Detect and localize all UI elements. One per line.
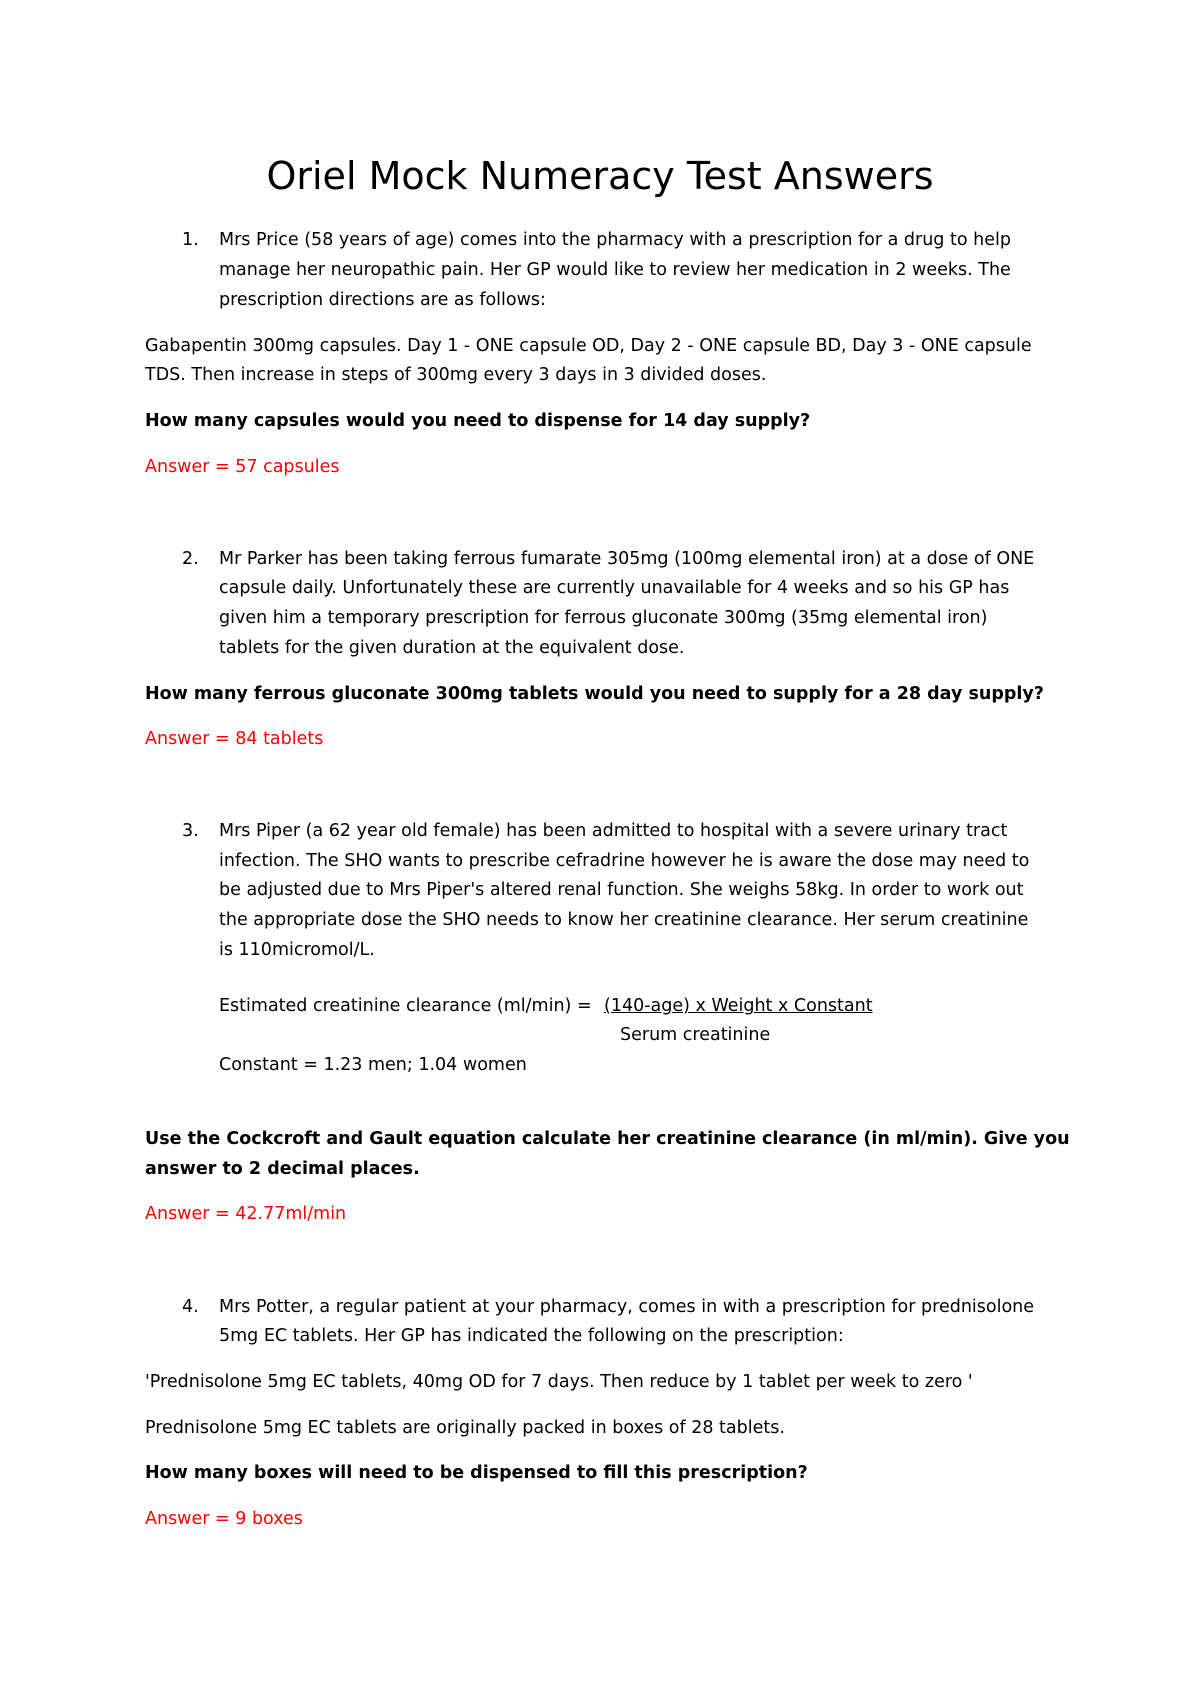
question-4-text-line-1: Mrs Potter, a regular patient at your pharmacy, comes in with a prescription for prednisolone (219, 1297, 1035, 1317)
formula-label: Estimated creatinine clearance (ml/min) = (219, 996, 592, 1016)
question-3-text-line-1: Mrs Piper (a 62 year old female) has been admitted to hospital with a severe urinary tract (219, 821, 1008, 841)
question-1-text-line-2: manage her neuropathic pain. Her GP would like to review her medication in 2 weeks. The (219, 260, 1011, 280)
page-title: Oriel Mock Numeracy Test Answers (266, 154, 934, 198)
question-3-text-line-3: be adjusted due to Mrs Piper's altered renal function. She weighs 58kg. In order to work out (219, 880, 1024, 900)
question-4-text-line-2: 5mg EC tablets. Her GP has indicated the following on the prescription: (219, 1326, 844, 1346)
formula-numerator: (140-age) x Weight x Constant (604, 996, 873, 1016)
question-2-text-line-3: given him a temporary prescription for ferrous gluconate 300mg (35mg elemental iron) (219, 608, 988, 628)
question-3-text-line-4: the appropriate dose the SHO needs to know her creatinine clearance. Her serum creatinine (219, 910, 1029, 930)
question-1-detail-line-1: Gabapentin 300mg capsules. Day 1 - ONE capsule OD, Day 2 - ONE capsule BD, Day 3 - ONE capsule (145, 336, 1032, 356)
question-2-text-line-2: capsule daily. Unfortunately these are currently unavailable for 4 weeks and so his GP has (219, 578, 1010, 598)
question-3-text-line-5: is 110micromol/L. (219, 940, 375, 960)
question-2-number: 2. (182, 549, 199, 569)
question-2-text-line-1: Mr Parker has been taking ferrous fumarate 305mg (100mg elemental iron) at a dose of ONE (219, 549, 1035, 569)
question-4-answer: Answer = 9 boxes (145, 1509, 303, 1529)
question-1-answer: Answer = 57 capsules (145, 457, 340, 477)
question-2-prompt: How many ferrous gluconate 300mg tablets would you need to supply for a 28 day supply? (145, 684, 1044, 704)
question-3-prompt-line-1: Use the Cockcroft and Gault equation calculate her creatinine clearance (in ml/min). Give you (145, 1129, 1070, 1149)
question-3-answer: Answer = 42.77ml/min (145, 1204, 347, 1224)
question-3-number: 3. (182, 821, 199, 841)
formula-denominator: Serum creatinine (620, 1025, 771, 1045)
question-4-prompt: How many boxes will need to be dispensed to fill this prescription? (145, 1463, 808, 1483)
question-1-text-line-1: Mrs Price (58 years of age) comes into the pharmacy with a prescription for a drug to help (219, 230, 1011, 250)
question-2-text-line-4: tablets for the given duration at the equivalent dose. (219, 638, 685, 658)
question-4-number: 4. (182, 1297, 199, 1317)
question-1-detail-line-2: TDS. Then increase in steps of 300mg every 3 days in 3 divided doses. (145, 365, 767, 385)
question-2-answer: Answer = 84 tablets (145, 729, 324, 749)
formula-constant: Constant = 1.23 men; 1.04 women (219, 1055, 527, 1075)
question-1-text-line-3: prescription directions are as follows: (219, 290, 546, 310)
question-3-prompt-line-2: answer to 2 decimal places. (145, 1159, 420, 1179)
question-3-text-line-2: infection. The SHO wants to prescribe cefradrine however he is aware the dose may need to (219, 851, 1030, 871)
question-4-quote: 'Prednisolone 5mg EC tablets, 40mg OD for 7 days. Then reduce by 1 tablet per week to zero ' (145, 1372, 973, 1392)
question-4-packing: Prednisolone 5mg EC tablets are originally packed in boxes of 28 tablets. (145, 1418, 785, 1438)
question-1-prompt: How many capsules would you need to dispense for 14 day supply? (145, 411, 811, 431)
question-1-number: 1. (182, 230, 199, 250)
